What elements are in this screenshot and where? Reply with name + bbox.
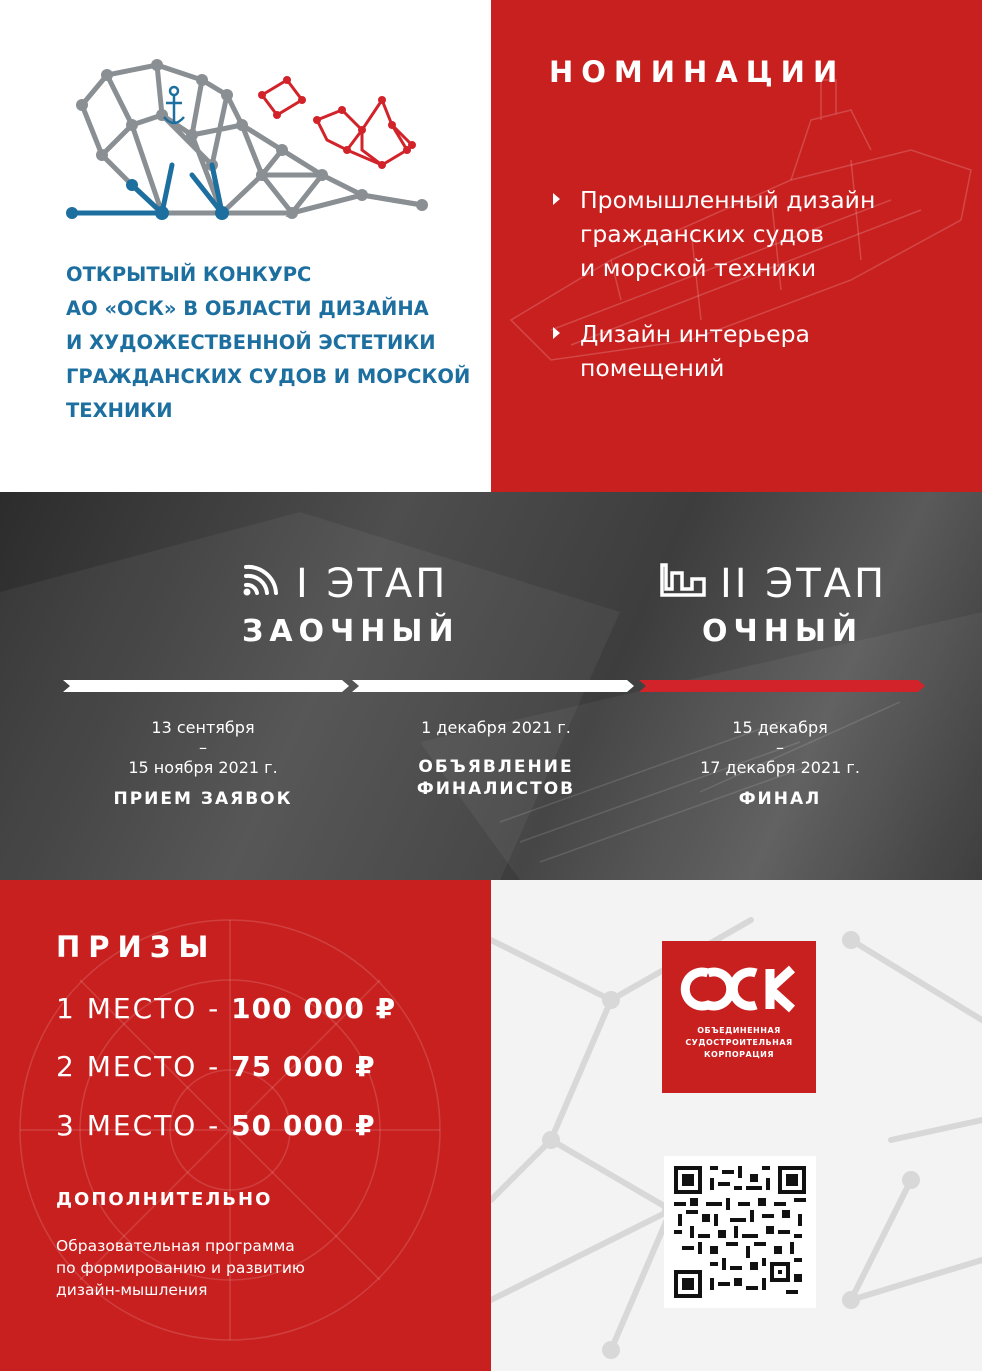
stage-type: ЗАОЧНЫЙ bbox=[242, 614, 460, 649]
contest-title-line: И ХУДОЖЕСТВЕННОЙ ЭСТЕТИКИ bbox=[66, 331, 436, 354]
prize-place: 2 МЕСТО bbox=[56, 1050, 198, 1083]
date-dash: – bbox=[199, 738, 207, 757]
timeline-date-block bbox=[660, 718, 900, 810]
extra-line: Образовательная программа bbox=[56, 1237, 295, 1255]
nominations-panel bbox=[491, 0, 982, 492]
contest-title bbox=[66, 258, 476, 428]
nomination-line: помещений bbox=[580, 354, 725, 382]
contest-panel bbox=[0, 0, 491, 492]
signal-icon bbox=[242, 562, 282, 606]
timeline-caption: ОБЪЯВЛЕНИЕ bbox=[418, 757, 574, 777]
timeline-date-block bbox=[376, 718, 616, 800]
timeline-date-block bbox=[83, 718, 323, 810]
prize-place: 3 МЕСТО bbox=[56, 1109, 198, 1142]
osk-subtitle bbox=[662, 1025, 816, 1061]
extra-heading: ДОПОЛНИТЕЛЬНО bbox=[56, 1189, 273, 1210]
stages-band bbox=[0, 492, 982, 880]
contest-network-logo bbox=[62, 55, 442, 225]
nomination-line: Дизайн интерьера bbox=[580, 320, 810, 348]
timeline-caption: ФИНАЛИСТОВ bbox=[416, 779, 576, 799]
prize-row bbox=[56, 992, 396, 1025]
timeline-segment-3 bbox=[639, 680, 925, 692]
bullet-arrow-icon bbox=[553, 327, 560, 339]
timeline-bar bbox=[60, 677, 928, 695]
qr-code-icon bbox=[674, 1166, 806, 1298]
extra-description bbox=[56, 1235, 436, 1301]
prize-amount: 75 000 ₽ bbox=[231, 1050, 376, 1083]
prize-separator: - bbox=[197, 1050, 232, 1083]
prize-place: 1 МЕСТО bbox=[56, 992, 198, 1025]
extra-line: по формированию и развитию bbox=[56, 1259, 305, 1277]
date-to: 17 декабря 2021 г. bbox=[700, 758, 860, 777]
stage-one bbox=[242, 562, 460, 649]
nomination-item bbox=[553, 317, 810, 385]
stage-type: ОЧНЫЙ bbox=[702, 614, 864, 649]
timeline-segment-1 bbox=[63, 680, 349, 692]
building-icon bbox=[660, 562, 706, 606]
osk-subtitle-line: КОРПОРАЦИЯ bbox=[703, 1050, 775, 1059]
nomination-line: гражданских судов bbox=[580, 220, 824, 248]
nomination-item bbox=[553, 183, 875, 285]
contest-title-line: ГРАЖДАНСКИХ СУДОВ И МОРСКОЙ bbox=[66, 365, 471, 388]
contest-title-line: ТЕХНИКИ bbox=[66, 399, 173, 422]
stage-two bbox=[660, 562, 887, 649]
nomination-line: и морской техники bbox=[580, 254, 817, 282]
extra-line: дизайн-мышления bbox=[56, 1281, 208, 1299]
stage-name: I ЭТАП bbox=[296, 561, 449, 607]
date-to: 15 ноября 2021 г. bbox=[128, 758, 278, 777]
prize-row bbox=[56, 1109, 376, 1142]
date: 1 декабря 2021 г. bbox=[421, 718, 571, 737]
stage-name: II ЭТАП bbox=[720, 561, 888, 607]
osk-logo bbox=[662, 941, 816, 1093]
qr-code[interactable] bbox=[664, 1156, 816, 1308]
prize-amount: 100 000 ₽ bbox=[231, 992, 397, 1025]
date-from: 13 сентября bbox=[151, 718, 255, 737]
prize-separator: - bbox=[197, 992, 232, 1025]
timeline-segment-2 bbox=[352, 680, 634, 692]
osk-logo-mark bbox=[680, 965, 798, 1013]
sponsor-panel bbox=[491, 880, 982, 1371]
bullet-arrow-icon bbox=[553, 193, 560, 205]
timeline-caption: ПРИЕМ ЗАЯВОК bbox=[113, 789, 293, 809]
prizes-heading: ПРИЗЫ bbox=[56, 930, 217, 964]
date-from: 15 декабря bbox=[732, 718, 828, 737]
prize-separator: - bbox=[197, 1109, 232, 1142]
nomination-line: Промышленный дизайн bbox=[580, 186, 876, 214]
nominations-heading: НОМИНАЦИИ bbox=[549, 55, 846, 89]
osk-subtitle-line: СУДОСТРОИТЕЛЬНАЯ bbox=[685, 1038, 793, 1047]
osk-subtitle-line: ОБЪЕДИНЕННАЯ bbox=[697, 1026, 781, 1035]
contest-title-line: АО «ОСК» В ОБЛАСТИ ДИЗАЙНА bbox=[66, 297, 429, 320]
contest-title-line: ОТКРЫТЫЙ КОНКУРС bbox=[66, 263, 312, 286]
date-dash: – bbox=[776, 738, 784, 757]
timeline-caption: ФИНАЛ bbox=[738, 789, 822, 809]
prize-amount: 50 000 ₽ bbox=[231, 1109, 376, 1142]
prizes-panel bbox=[0, 880, 491, 1371]
prize-row bbox=[56, 1050, 376, 1083]
